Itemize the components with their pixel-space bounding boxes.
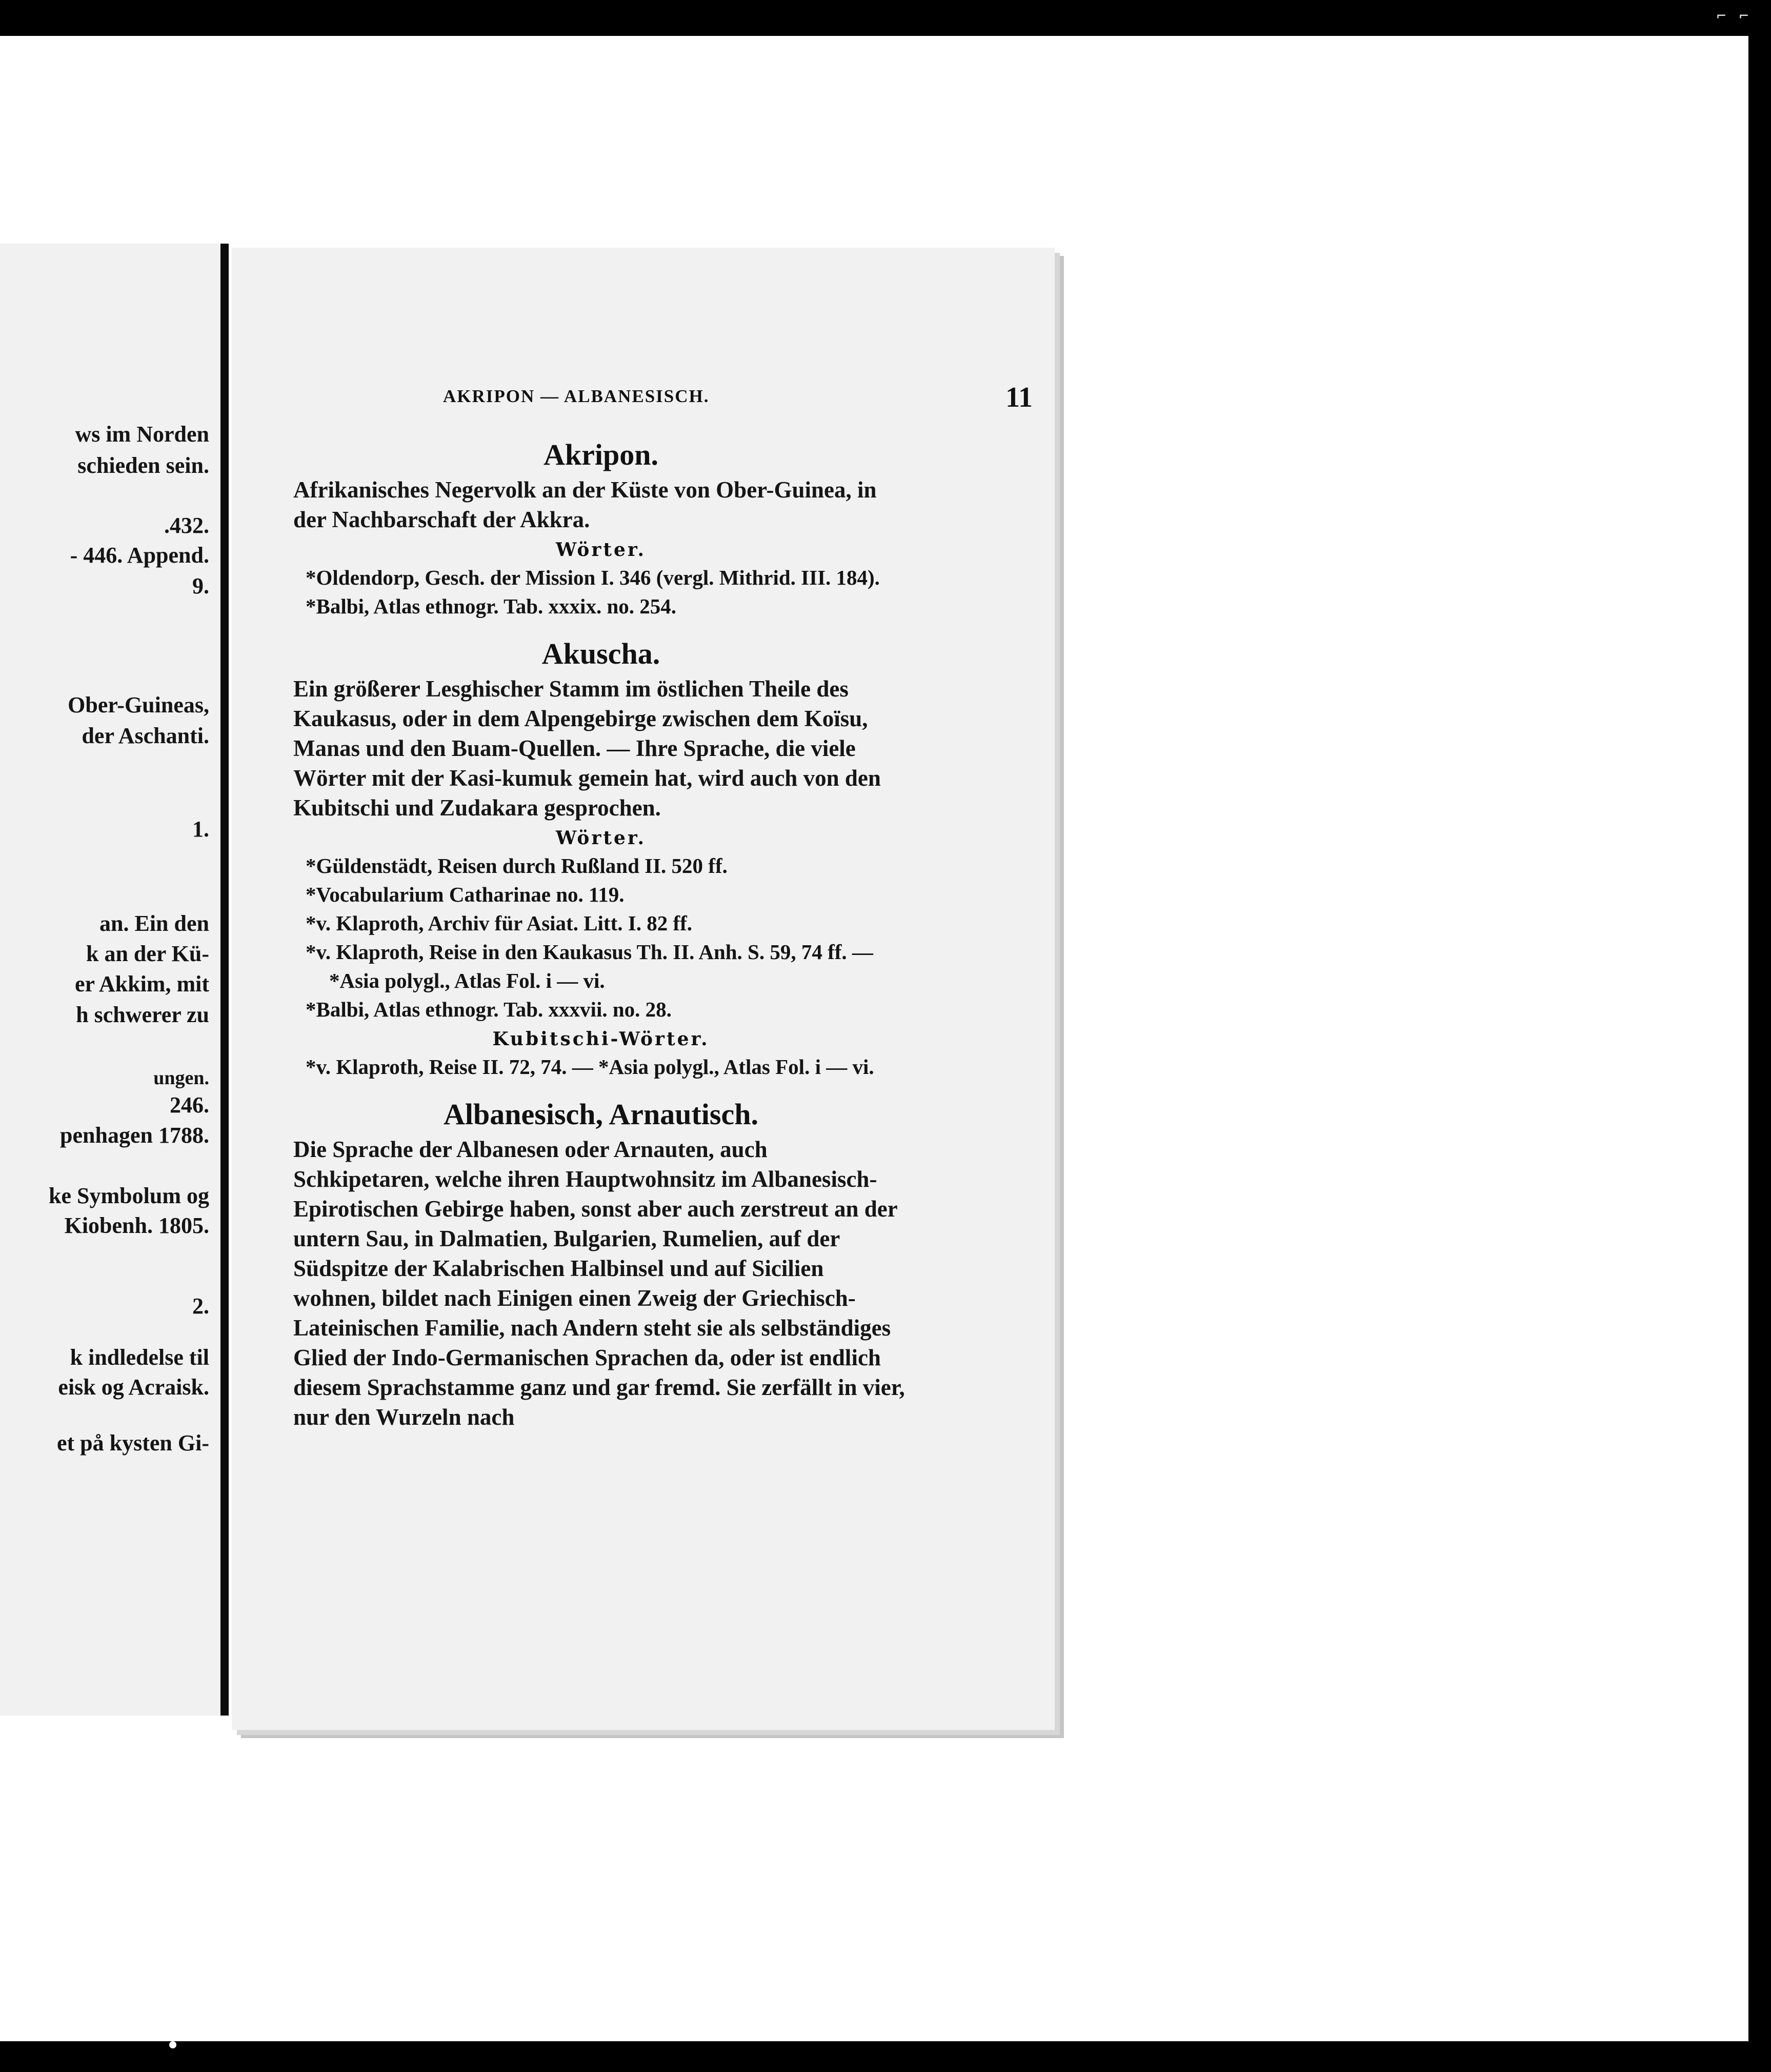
- running-head-title: AKRIPON — ALBANESISCH.: [443, 386, 710, 406]
- akripon-wörter-heading: Wörter.: [555, 539, 647, 561]
- akuscha-reference: *Balbi, Atlas ethnogr. Tab. xxxvii. no. 28.: [306, 998, 672, 1021]
- akripon-description: Afrikanisches Negervolk an der Küste von Ober-Guinea, in der Nachbarschaft der Akkra.: [293, 477, 877, 532]
- left-page-line: h schwerer zu: [76, 1002, 209, 1027]
- left-page-line: .432.: [164, 513, 209, 538]
- akuscha-description: Ein größerer Lesghischer Stamm im östlichen Theile des Kaukasus, oder in dem Alpengebirge zwischen dem Koïsu, Manas und den Buam-Quellen. — Ihre Sprache, die viele Wörter mit der Kasi-kumuk gemein hat, wird auch von den Kubitschi und Zudakara gesprochen.: [293, 676, 881, 821]
- akuscha-wörter-heading: Wörter.: [555, 827, 647, 849]
- left-page-fragment: [0, 244, 229, 1716]
- akripon-reference: *Oldendorp, Gesch. der Mission I. 346 (vergl. Mithrid. III. 184).: [306, 566, 880, 589]
- left-page-line: k an der Kü-: [86, 941, 209, 966]
- left-page-line: ke Symbolum og: [49, 1183, 209, 1208]
- akuscha-reference: *v. Klaproth, Archiv für Asiat. Litt. I. 82 ff.: [306, 911, 692, 935]
- left-page-line: penhagen 1788.: [60, 1123, 209, 1148]
- akuscha-reference: *Güldenstädt, Reisen durch Rußland II. 520 ff.: [306, 854, 728, 878]
- entry-title-akuscha: Akuscha.: [541, 637, 660, 670]
- akuscha-reference: *v. Klaproth, Reise in den Kaukasus Th. II. Anh. S. 59, 74 ff. — *Asia polygl., Atlas Fol. i — vi.: [306, 940, 873, 992]
- left-page-line: Kiobenh. 1805.: [64, 1213, 209, 1238]
- scan-dust-mark: [169, 2041, 176, 2048]
- corner-scan-marks: ⌐ ⌐: [1716, 7, 1750, 25]
- dictionary-body: [293, 435, 909, 1432]
- akripon-reference: *Balbi, Atlas ethnogr. Tab. xxxix. no. 254.: [306, 594, 677, 618]
- left-page-line: an. Ein den: [99, 911, 209, 936]
- right-page: [232, 248, 1055, 1730]
- entry-title-albanesisch: Albanesisch, Arnautisch.: [444, 1098, 758, 1131]
- left-page-line: Ober-Guineas,: [68, 692, 209, 718]
- left-page-line: ungen.: [153, 1067, 209, 1089]
- kubitschi-reference: *v. Klaproth, Reise II. 72, 74. — *Asia polygl., Atlas Fol. i — vi.: [306, 1055, 874, 1079]
- left-page-line: et på kysten Gi-: [57, 1430, 209, 1456]
- left-page-line: schieden sein.: [77, 453, 209, 478]
- left-page-line: der Aschanti.: [82, 723, 209, 748]
- running-head: [443, 382, 1033, 416]
- left-page-line: ws im Norden: [75, 422, 209, 447]
- left-page-line: 2.: [192, 1293, 209, 1319]
- kubitschi-wörter-heading: Kubitschi-Wörter.: [492, 1028, 710, 1050]
- albanesisch-description: Die Sprache der Albanesen oder Arnauten, auch Schkipetaren, welche ihren Hauptwohnsitz im Albanesisch-Epirotischen Gebirge haben, sonst aber auch zerstreut an der untern Sau, in Dalmatien, Bulgarien, Rumelien, auf der Südspitze der Kalabrischen Halbinsel und auf Sicilien wohnen, bildet nach Einigen einen Zweig der Griechisch-Lateinischen Familie, nach Andern steht sie als selbständiges Glied der Indo-Germanischen Sprachen da, oder ist endlich diesem Sprachstamme ganz und gar fremd. Sie zerfällt in vier, nur den Wurzeln nach: [293, 1137, 905, 1430]
- left-page-line: 9.: [192, 573, 209, 599]
- left-page-line: - 446. Append.: [70, 543, 209, 568]
- entry-title-akripon: Akripon.: [543, 438, 658, 471]
- left-page-line: er Akkim, mit: [75, 971, 209, 997]
- left-page-line: eisk og Acraisk.: [58, 1374, 209, 1400]
- left-page-line: 246.: [170, 1092, 209, 1118]
- left-page-line: 1.: [192, 816, 209, 842]
- akuscha-reference: *Vocabularium Catharinae no. 119.: [306, 883, 625, 906]
- page-number: 11: [1005, 382, 1033, 413]
- left-page-line: k indledelse til: [70, 1345, 209, 1370]
